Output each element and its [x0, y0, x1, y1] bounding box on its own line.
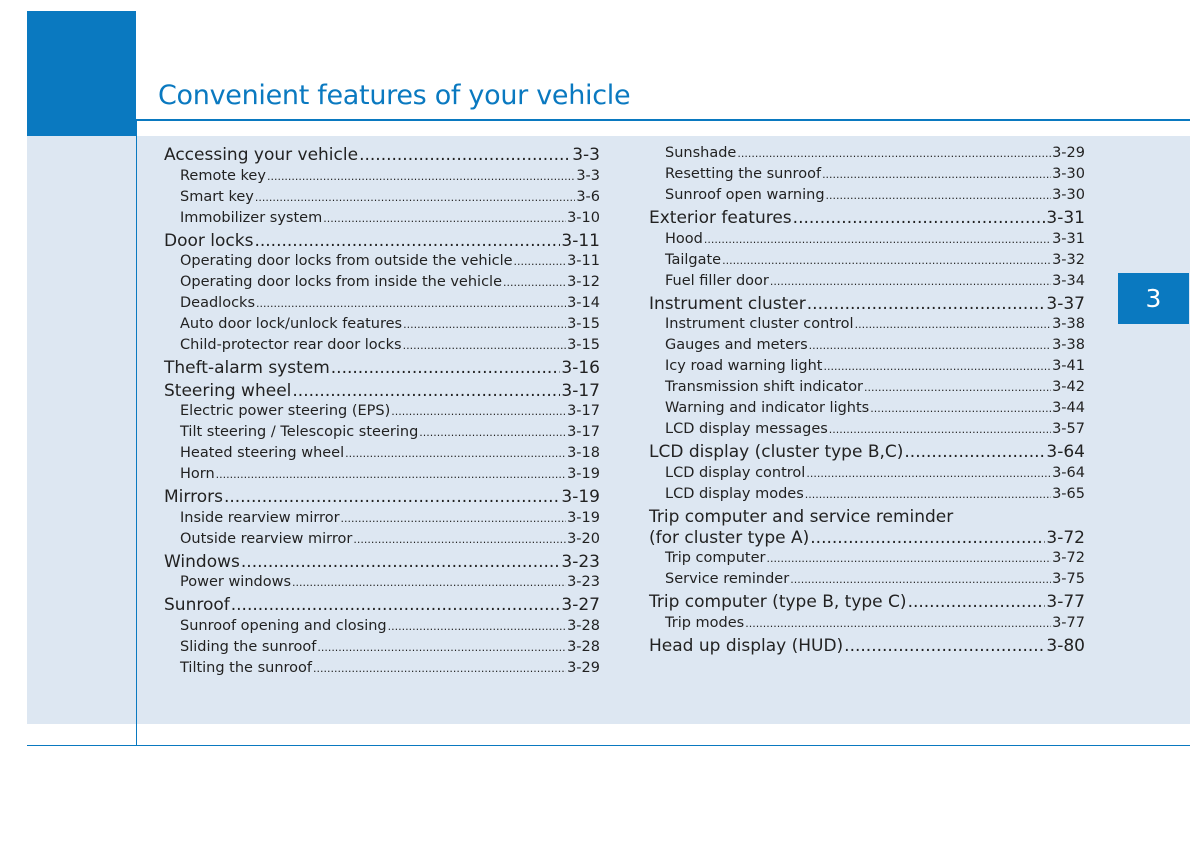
- dot-leader: [722, 254, 1051, 267]
- toc-subsection-entry[interactable]: [164, 618, 600, 639]
- toc-entry-page: 3-11: [561, 230, 600, 251]
- toc-subsection-entry[interactable]: [164, 316, 600, 337]
- toc-entry-label: Icy road warning light: [665, 358, 823, 374]
- toc-subsection-entry[interactable]: [649, 316, 1085, 337]
- toc-entry-page: 3-44: [1052, 400, 1085, 416]
- toc-entry-page: 3-19: [567, 509, 600, 526]
- toc-subsection-entry[interactable]: [649, 187, 1085, 208]
- toc-entry-page: 3-23: [561, 551, 600, 572]
- dot-leader: [323, 212, 566, 225]
- toc-subsection-entry[interactable]: [164, 660, 600, 681]
- toc-entry-label: Mirrors: [164, 487, 223, 507]
- dot-leader: [737, 147, 1051, 160]
- toc-entry-label: Gauges and meters: [665, 337, 808, 353]
- dot-leader: [790, 573, 1051, 586]
- toc-subsection-entry[interactable]: [164, 274, 600, 295]
- toc-entry-page: 3-15: [567, 337, 600, 353]
- toc-entry-page: 3-32: [1052, 251, 1085, 268]
- toc-entry-label: LCD display (cluster type B,C): [649, 442, 904, 462]
- margin-rule: [136, 121, 137, 746]
- toc-entry-label: Smart key: [180, 188, 254, 205]
- toc-subsection-entry[interactable]: [164, 337, 600, 358]
- toc-section-entry[interactable]: [649, 507, 1085, 528]
- toc-entry-page: 3-64: [1052, 464, 1085, 481]
- toc-section-entry[interactable]: [649, 528, 1085, 551]
- toc-section-entry[interactable]: [164, 381, 600, 404]
- toc-entry-page: 3-27: [561, 595, 600, 615]
- dot-leader: [391, 405, 566, 418]
- toc-entry-label: Operating door locks from outside the vehicle: [180, 253, 513, 269]
- toc-entry-page: 3-29: [567, 659, 600, 676]
- toc-entry-label: Service reminder: [665, 571, 790, 587]
- toc-subsection-entry[interactable]: [649, 145, 1085, 166]
- toc-entry-label: Transmission shift indicator: [665, 379, 864, 395]
- toc-entry-label: Head up display (HUD): [649, 635, 844, 656]
- toc-subsection-entry[interactable]: [649, 486, 1085, 507]
- toc-subsection-entry[interactable]: [649, 337, 1085, 358]
- toc-entry-page: 3-42: [1052, 379, 1085, 395]
- toc-section-entry[interactable]: [649, 208, 1085, 231]
- toc-entry-page: 3-10: [567, 209, 600, 226]
- dot-leader: [844, 636, 1045, 656]
- toc-entry-page: 3-16: [561, 358, 600, 378]
- page-title: Convenient features of your vehicle: [158, 80, 631, 111]
- toc-subsection-entry[interactable]: [649, 400, 1085, 421]
- toc-entry-label: Inside rearview mirror: [180, 509, 340, 526]
- toc-subsection-entry[interactable]: [164, 466, 600, 487]
- toc-subsection-entry[interactable]: [164, 253, 600, 274]
- toc-section-entry[interactable]: [164, 145, 600, 168]
- toc-column-right: [649, 145, 1085, 658]
- toc-subsection-entry[interactable]: [649, 252, 1085, 273]
- dot-leader: [256, 297, 566, 310]
- toc-section-entry[interactable]: [649, 294, 1085, 317]
- toc-entry-label: Warning and indicator lights: [665, 400, 870, 416]
- chapter-color-block: [27, 11, 136, 136]
- dot-leader: [388, 620, 566, 633]
- toc-entry-page: 3-64: [1046, 442, 1085, 462]
- toc-entry-label: Immobilizer system: [180, 209, 323, 226]
- toc-section-entry[interactable]: [649, 592, 1085, 615]
- toc-entry-page: 3-18: [567, 445, 600, 461]
- toc-column-left: [164, 145, 600, 681]
- dot-leader: [855, 318, 1052, 331]
- toc-section-entry[interactable]: [164, 487, 600, 510]
- toc-entry-label: Instrument cluster control: [665, 316, 854, 332]
- dot-leader: [317, 641, 566, 654]
- dot-leader: [403, 318, 566, 331]
- dot-leader: [823, 360, 1051, 373]
- toc-entry-page: 3-14: [567, 295, 600, 311]
- toc-section-entry[interactable]: [164, 595, 600, 618]
- toc-entry-page: 3-12: [567, 274, 600, 290]
- dot-leader: [829, 423, 1051, 436]
- dot-leader: [359, 145, 571, 165]
- toc-entry-page: 3-75: [1052, 571, 1085, 587]
- toc-entry-page: 3-17: [561, 380, 600, 401]
- toc-entry-page: 3-31: [1046, 208, 1085, 228]
- dot-leader: [809, 339, 1051, 352]
- toc-subsection-entry[interactable]: [164, 639, 600, 660]
- dot-leader: [331, 358, 561, 378]
- toc-entry-label: LCD display control: [665, 464, 806, 481]
- toc-entry-label: LCD display messages: [665, 421, 828, 437]
- dot-leader: [807, 294, 1046, 314]
- dot-leader: [503, 276, 566, 289]
- toc-entry-label: Accessing your vehicle: [164, 145, 359, 165]
- dot-leader: [254, 231, 560, 251]
- toc-entry-page: 3-3: [572, 145, 600, 165]
- title-rule: [136, 119, 1190, 121]
- toc-entry-label: Tailgate: [665, 251, 722, 268]
- dot-leader: [806, 467, 1051, 480]
- toc-entry-label: Instrument cluster: [649, 293, 806, 314]
- chapter-tab[interactable]: 3: [1118, 273, 1189, 324]
- toc-entry-label: Sunroof open warning: [665, 187, 825, 203]
- dot-leader: [908, 592, 1046, 612]
- toc-entry-page: 3-11: [567, 253, 600, 269]
- toc-entry-page: 3-38: [1052, 316, 1085, 332]
- toc-entry-label: Trip computer: [665, 550, 766, 566]
- toc-section-entry[interactable]: [649, 442, 1085, 465]
- toc-subsection-entry[interactable]: [164, 189, 600, 210]
- toc-entry-label: Resetting the sunroof: [665, 166, 822, 182]
- toc-entry-label: Sliding the sunroof: [180, 638, 317, 655]
- toc-subsection-entry[interactable]: [164, 510, 600, 531]
- dot-leader: [864, 381, 1051, 394]
- dot-leader: [904, 442, 1045, 462]
- toc-entry-label: Heated steering wheel: [180, 445, 345, 461]
- toc-entry-page: 3-31: [1052, 230, 1085, 247]
- toc-entry-page: 3-41: [1052, 358, 1085, 374]
- dot-leader: [870, 402, 1051, 415]
- dot-leader: [403, 339, 566, 352]
- toc-subsection-entry[interactable]: [164, 574, 600, 595]
- bottom-rule: [27, 745, 1190, 746]
- toc-entry-label: Outside rearview mirror: [180, 530, 353, 547]
- toc-entry-label: (for cluster type A): [649, 527, 810, 548]
- toc-entry-label: Trip computer and service reminder: [649, 506, 954, 527]
- dot-leader: [216, 468, 566, 481]
- toc-entry-page: 3-72: [1046, 527, 1085, 548]
- toc-subsection-entry[interactable]: [649, 615, 1085, 636]
- toc-entry-label: Door locks: [164, 230, 254, 251]
- dot-leader: [231, 595, 561, 615]
- toc-entry-page: 3-30: [1052, 166, 1085, 182]
- toc-entry-label: Sunroof: [164, 595, 230, 615]
- dot-leader: [810, 528, 1045, 548]
- dot-leader: [704, 233, 1051, 246]
- toc-section-entry[interactable]: [164, 552, 600, 575]
- toc-entry-page: 3-20: [567, 530, 600, 547]
- toc-entry-page: 3-28: [567, 638, 600, 655]
- toc-entry-page: 3-38: [1052, 337, 1085, 353]
- dot-leader: [514, 255, 567, 268]
- dot-leader: [292, 576, 566, 589]
- toc-entry-page: 3-72: [1052, 550, 1085, 566]
- toc-subsection-entry[interactable]: [164, 295, 600, 316]
- toc-entry-page: 3-28: [567, 617, 600, 634]
- toc-entry-page: 3-77: [1046, 592, 1085, 612]
- toc-entry-page: 3-19: [561, 487, 600, 507]
- toc-section-entry[interactable]: [649, 636, 1085, 659]
- dot-leader: [793, 208, 1046, 228]
- dot-leader: [766, 552, 1051, 565]
- toc-entry-label: Electric power steering (EPS): [180, 403, 391, 419]
- toc-subsection-entry[interactable]: [164, 531, 600, 552]
- dot-leader: [822, 168, 1051, 181]
- dot-leader: [313, 662, 566, 675]
- toc-entry-label: Fuel filler door: [665, 272, 769, 289]
- toc-entry-page: 3-3: [576, 167, 600, 184]
- toc-entry-page: 3-77: [1052, 614, 1085, 631]
- toc-entry-label: Horn: [180, 466, 215, 482]
- toc-entry-label: Theft-alarm system: [164, 358, 330, 378]
- dot-leader: [292, 381, 560, 401]
- toc-entry-page: 3-23: [567, 574, 600, 590]
- dot-leader: [345, 447, 566, 460]
- toc-entry-label: LCD display modes: [665, 485, 804, 502]
- toc-subsection-entry[interactable]: [164, 445, 600, 466]
- toc-entry-label: Trip computer (type B, type C): [649, 592, 907, 612]
- dot-leader: [267, 170, 575, 183]
- toc-subsection-entry[interactable]: [649, 379, 1085, 400]
- toc-entry-label: Windows: [164, 551, 240, 572]
- toc-entry-label: Sunshade: [665, 145, 737, 161]
- dot-leader: [770, 275, 1051, 288]
- dot-leader: [805, 488, 1051, 501]
- toc-entry-page: 3-80: [1046, 635, 1085, 656]
- toc-entry-label: Sunroof opening and closing: [180, 617, 387, 634]
- toc-entry-page: 3-37: [1046, 293, 1085, 314]
- toc-entry-page: 3-17: [567, 403, 600, 419]
- dot-leader: [353, 533, 566, 546]
- dot-leader: [419, 426, 566, 439]
- toc-subsection-entry[interactable]: [649, 273, 1085, 294]
- toc-entry-label: Auto door lock/unlock features: [180, 316, 403, 332]
- toc-entry-page: 3-19: [567, 466, 600, 482]
- toc-subsection-entry[interactable]: [164, 168, 600, 189]
- toc-subsection-entry[interactable]: [649, 231, 1085, 252]
- dot-leader: [241, 552, 561, 572]
- toc-entry-label: Hood: [665, 230, 703, 247]
- toc-subsection-entry[interactable]: [649, 465, 1085, 486]
- toc-section-entry[interactable]: [164, 358, 600, 381]
- toc-subsection-entry[interactable]: [649, 571, 1085, 592]
- toc-subsection-entry[interactable]: [649, 166, 1085, 187]
- toc-entry-label: Power windows: [180, 574, 292, 590]
- dot-leader: [826, 189, 1052, 202]
- toc-entry-page: 3-30: [1052, 187, 1085, 203]
- toc-subsection-entry[interactable]: [649, 358, 1085, 379]
- dot-leader: [745, 617, 1051, 630]
- dot-leader: [224, 487, 560, 507]
- toc-entry-page: 3-34: [1052, 272, 1085, 289]
- dot-leader: [255, 191, 575, 204]
- toc-subsection-entry[interactable]: [164, 403, 600, 424]
- toc-subsection-entry[interactable]: [649, 421, 1085, 442]
- toc-entry-page: 3-57: [1052, 421, 1085, 437]
- toc-entry-page: 3-17: [567, 424, 600, 440]
- toc-entry-page: 3-15: [567, 316, 600, 332]
- toc-entry-label: Deadlocks: [180, 295, 255, 311]
- toc-entry-label: Remote key: [180, 167, 266, 184]
- dot-leader: [341, 512, 567, 525]
- toc-subsection-entry[interactable]: [164, 424, 600, 445]
- toc-subsection-entry[interactable]: [164, 210, 600, 231]
- toc-entry-page: 3-6: [576, 188, 600, 205]
- toc-entry-page: 3-29: [1052, 145, 1085, 161]
- toc-entry-label: Child-protector rear door locks: [180, 337, 402, 353]
- toc-entry-label: Steering wheel: [164, 380, 292, 401]
- toc-entry-label: Tilting the sunroof: [180, 659, 313, 676]
- toc-entry-page: 3-65: [1052, 485, 1085, 502]
- toc-entry-label: Tilt steering / Telescopic steering: [180, 424, 419, 440]
- toc-entry-label: Exterior features: [649, 208, 792, 228]
- toc-entry-label: Trip modes: [665, 614, 745, 631]
- toc-subsection-entry[interactable]: [649, 550, 1085, 571]
- toc-entry-label: Operating door locks from inside the vehicle: [180, 274, 502, 290]
- toc-section-entry[interactable]: [164, 231, 600, 254]
